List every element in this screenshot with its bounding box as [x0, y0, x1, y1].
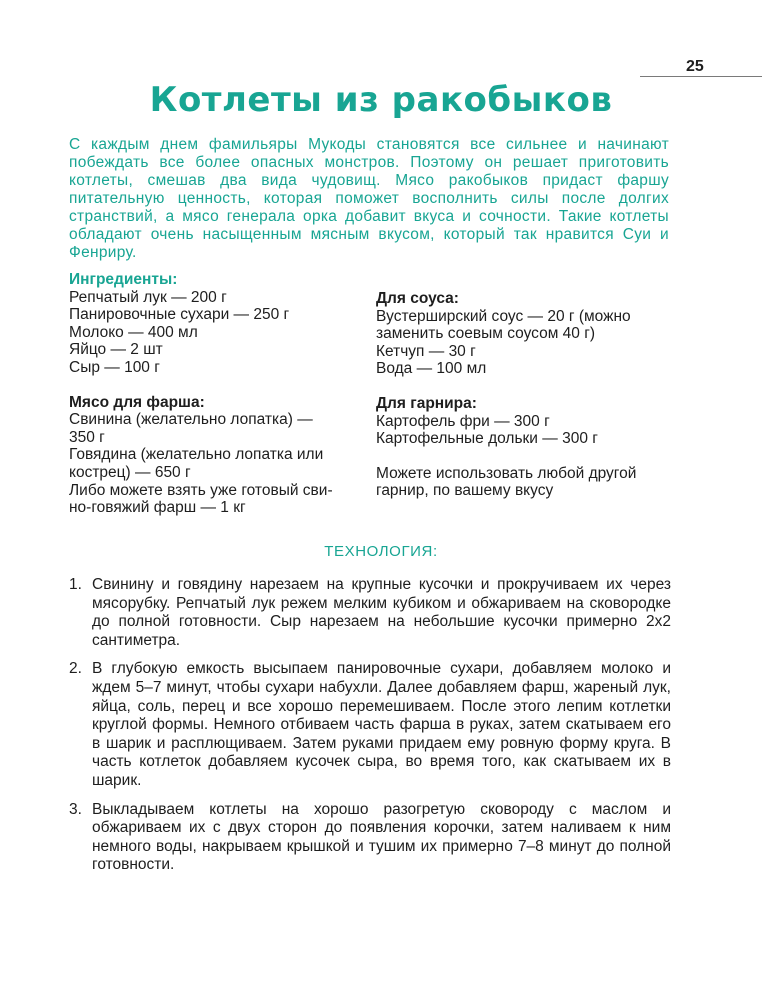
sauce-item: Вустерширский соус — 20 г (можно [376, 307, 631, 325]
step-text: Свинину и говядину нарезаем на крупные кусочки и прокручиваем их через мясорубку. Репчатый лук режем мелким кубиком и обжариваем на сковородке до полной готовности. Сыр нарезаем на небольшие кусочки примерно 2х2 сантиметра. [92, 576, 671, 649]
step-item [69, 660, 671, 790]
step-number: 1. [69, 576, 82, 593]
recipe-title: Котлеты из ракобыков [149, 80, 613, 120]
ingredient-item: Панировочные сухари — 250 г [69, 306, 290, 324]
page-number-rule [640, 76, 762, 77]
spacer [376, 378, 676, 395]
mince-item: кострец) — 650 г [69, 463, 191, 481]
technology-heading: ТЕХНОЛОГИЯ: [324, 543, 438, 560]
step-text: В глубокую емкость высыпаем панировочные сухари, добавляем молоко и ждем 5–7 минут, чтобы сухари набухли. Далее добавляем фарш, жареный лук, яйца, соль, перец и все хорошо перемешиваем. После этого лепим котлетки круглой формы. Немного отбиваем часть фарша в руках, затем скатываем его в шарик и расплющиваем. Затем руками придаем ему ровную форму круга. В часть котлеток добавляем кусочек сыра, во время того, как скатываем их в шарик. [92, 660, 671, 789]
step-number: 3. [69, 800, 82, 818]
page-number: 25 [686, 58, 704, 75]
sauce-heading: Для соуса: [376, 290, 459, 307]
mince-item: Свинина (желательно лопатка) — [69, 411, 313, 429]
sauce-item: Кетчуп — 30 г [376, 342, 476, 360]
ingredient-item: Сыр — 100 г [69, 358, 160, 376]
step-item [69, 801, 671, 875]
garnish-note: Можете использовать любой другой [376, 464, 637, 482]
ingredients-left-column [69, 271, 359, 517]
mince-item: но-говяжий фарш — 1 кг [69, 499, 246, 517]
ingredients-right-column [376, 290, 676, 500]
recipe-intro: С каждым днем фамильяры Мукоды становятся все сильнее и начинают побеждать все более опасных монстров. Поэтому он решает приготовить котлеты, смешав два вида чудовищ. Мясо ракобыков придаст фаршу питательную ценность, которая поможет восполнить силы после долгих странствий, а мясо генерала орка добавит вкуса и сочности. Такие котлеты обладают очень насыщенным мясным вкусом, который так нравится Суи и Фенриру. [69, 136, 669, 261]
ingredients-heading: Ингредиенты: [69, 271, 178, 288]
garnish-heading: Для гарнира: [376, 394, 477, 412]
garnish-item: Картофель фри — 300 г [376, 412, 550, 430]
steps-list [69, 576, 671, 885]
step-text: Выкладываем котлеты на хорошо разогретую сковороду с маслом и обжариваем их с двух сторон до появления корочки, затем наливаем к ним немного воды, накрываем крышкой и тушим их примерно 7–8 минут до полной готовности. [92, 800, 671, 874]
spacer [376, 448, 676, 465]
sauce-item: Вода — 100 мл [376, 360, 487, 378]
ingredient-item: Яйцо — 2 шт [69, 341, 163, 359]
mince-heading: Мясо для фарша: [69, 393, 205, 411]
step-number: 2. [69, 660, 82, 678]
spacer [69, 377, 359, 394]
sauce-item: заменить соевым соусом 40 г) [376, 325, 596, 343]
ingredient-item: Репчатый лук — 200 г [69, 288, 227, 306]
mince-item: 350 г [69, 428, 105, 446]
ingredient-item: Молоко — 400 мл [69, 323, 198, 341]
step-item [69, 576, 671, 650]
garnish-item: Картофельные дольки — 300 г [376, 430, 598, 448]
mince-item: Говядина (желательно лопатка или [69, 446, 324, 464]
mince-item: Либо можете взять уже готовый сви- [69, 481, 333, 499]
garnish-note: гарнир, по вашему вкусу [376, 482, 554, 500]
